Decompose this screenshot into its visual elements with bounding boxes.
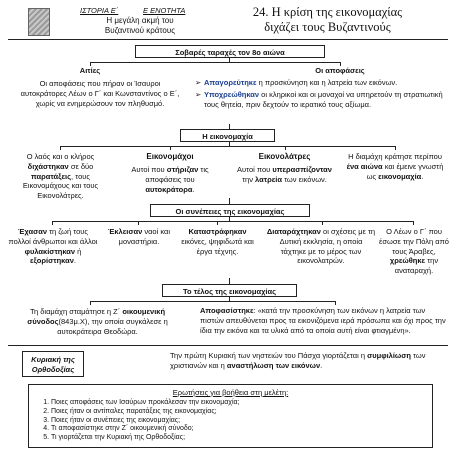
connector	[413, 221, 414, 225]
end-council	[15, 307, 180, 336]
iconoclasm-col-iconoclasts	[120, 152, 220, 195]
causes-text: Οι αποφάσεις που πήραν οι Ίσαυροι αυτοκράτορες Λέων ο Γ΄ και Κωνσταντίνος ο Ε΄, χωρίς να ενημερώσουν τον πληθυσμό.	[20, 79, 180, 108]
effect-1-bold: Απαγορεύτηκε	[204, 78, 257, 87]
text: και έμεινε γνωστή ως	[366, 161, 444, 181]
text: Ο Λέων ο Γ΄ που έσωσε την Πόλη από τους Άραβες,	[379, 227, 449, 256]
section-title-end	[162, 284, 297, 297]
text-bold: φυλακίστηκαν	[24, 246, 76, 256]
end-decision	[200, 306, 448, 335]
text: σε δύο	[68, 161, 94, 171]
consequence-closures	[106, 227, 172, 247]
study-questions-title: Ερωτήσεις για βοήθεια στη μελέτη:	[172, 388, 289, 397]
text: Αυτοί που	[131, 165, 167, 175]
section-title-iconoclasm-text: Η εικονομαχία	[202, 132, 253, 141]
study-question-item: 5. Τι γιορτάζεται την Κυριακή της Ορθοδοξίας;	[51, 434, 426, 443]
text: οι σχέσεις με τη Δυτική εκκλησία, η οποία τάχτηκε με το μέρος των εικονολατρών.	[279, 227, 376, 266]
section-title-end-text: Το τέλος της εικονομαχίας	[183, 287, 276, 296]
text: : «κατά την προσκύνηση των εικόνων η λατρεία των πιστών απευθύνεται προς τα εικονιζόμενα ιερά πρόσωπα και όχι προς την ίδια την εικόνα και τα υλικά από τα οποία αυτή είναι φτιαγμένη».	[200, 306, 446, 335]
text: .	[73, 256, 76, 266]
connector	[138, 221, 139, 225]
study-questions-box	[28, 384, 433, 448]
text: .	[192, 184, 195, 194]
effect-2-bold: Υποχρεώθηκαν	[204, 89, 260, 99]
section-title-iconoclasm	[180, 129, 275, 142]
text-bold: Καταστράφηκαν	[188, 227, 247, 236]
book-cover-thumbnail	[28, 8, 50, 36]
effect-2-text: οι κληρικοί και οι μοναχοί να υπηρετούν τη στρατιωτική τους θητεία, πριν δεχτούν το ιερατικό τους αξίωμα.	[204, 89, 443, 109]
section-title-consequences-text: Οι συνέπειες της εικονομαχίας	[175, 207, 285, 216]
text-bold: παρατάξεις	[31, 171, 72, 181]
text: .	[421, 171, 424, 181]
text: των εικόνων.	[281, 175, 327, 185]
text: Τη διαμάχη σταμάτησε η Ζ΄	[29, 307, 123, 316]
text-bold: Αποφασίστηκε	[200, 306, 254, 315]
connector	[60, 146, 395, 147]
text: εικόνες, ψηφιδωτά και έργα τέχνης.	[181, 236, 254, 256]
text: των χριστιανών και η	[170, 351, 426, 370]
text: την αναταραχή.	[394, 256, 439, 275]
text-bold: λατρεία	[255, 175, 282, 185]
orthodoxy-sunday-box	[22, 351, 84, 377]
text-bold: διχάστηκαν	[27, 161, 69, 171]
text: , τους Εικονομάχους και τους Εικονολάτρες.	[22, 171, 99, 200]
text-bold: ένα αιώνα	[346, 161, 383, 171]
section-title-consequences	[150, 204, 310, 217]
consequence-deaths	[8, 227, 98, 266]
text-bold: εξορίστηκαν	[30, 256, 74, 266]
connector	[52, 221, 53, 225]
text: την	[242, 175, 256, 185]
connector	[285, 146, 286, 150]
text: Αυτοί που	[237, 165, 273, 175]
effects-label: Οι αποφάσεις	[315, 66, 365, 75]
text-bold: εικονομαχία	[378, 171, 422, 181]
study-questions-list	[35, 399, 426, 443]
causes-label: Αιτίες	[79, 66, 101, 75]
text: ή	[75, 246, 82, 256]
text: τις αποφάσεις του	[145, 165, 209, 185]
section-title-unrest	[135, 45, 325, 58]
orthodoxy-text	[170, 351, 445, 371]
text-bold: στήριζαν	[166, 165, 199, 175]
effect-item	[195, 90, 445, 110]
iconoclasm-col-iconodules	[232, 152, 337, 185]
unit-subtitle-2: Βυζαντινού κράτους	[104, 26, 176, 35]
iconodules-heading: Εικονολάτρες	[258, 152, 311, 161]
connector	[60, 146, 61, 150]
text: ναοί και μοναστήρια.	[118, 227, 171, 246]
iconoclasts-heading: Εικονομάχοι	[146, 152, 194, 161]
orthodoxy-label-1: Κυριακή της	[31, 355, 75, 364]
study-question-item: 2. Ποιες ήταν οι αντίπαλες παρατάξεις της εικονομαχίας;	[51, 408, 426, 417]
consequence-destruction	[175, 227, 260, 256]
section-title-unrest-text: Σοβαρές ταραχές τον 8ο αιώνα	[175, 48, 285, 57]
text: Ο λαός και ο κλήρος	[26, 152, 95, 161]
text-bold: αναστήλωση των εικόνων	[226, 360, 321, 370]
consequence-west-relations	[266, 227, 376, 266]
text-bold: συμφιλίωση	[367, 351, 411, 360]
connector	[217, 221, 218, 225]
section-divider	[8, 345, 448, 346]
text-bold: Έκλεισαν	[107, 227, 143, 236]
text-bold: υπερασπίζονταν	[272, 165, 332, 175]
text: (843μ.Χ), την οποία συγκάλεσε η αυτοκράτειρα Θεοδώρα.	[57, 316, 168, 336]
text: .	[320, 360, 323, 370]
connector	[52, 221, 414, 222]
study-question-item: 3. Ποιες ήταν οι συνέπειες της εικονομαχίας;	[51, 417, 426, 426]
bullet-icon: ➢	[195, 78, 202, 87]
connector	[90, 62, 340, 63]
text: Την πρώτη Κυριακή των νηστειών του Πάσχα γιορτάζεται η	[170, 351, 368, 360]
header-divider	[8, 39, 448, 40]
text-bold: οικουμενική σύνοδος	[27, 307, 166, 326]
iconoclasm-col-duration	[345, 152, 445, 181]
connector	[395, 146, 396, 150]
effect-item	[195, 78, 445, 88]
text-bold: αυτοκράτορα	[145, 184, 193, 194]
connector	[335, 301, 336, 305]
connector	[90, 301, 91, 305]
consequence-leo	[378, 227, 450, 276]
study-question-item: 4. Τι αποφασίστηκε στην Ζ΄ οικουμενική σύνοδο;	[51, 425, 426, 434]
study-question-item: 1. Ποιες αποφάσεις των Ισαύρων προκάλεσαν την εικονομαχία;	[51, 399, 426, 408]
connector	[90, 301, 335, 302]
course-label: ΙΣΤΟΡΙΑ Ε΄	[80, 6, 119, 15]
unit-subtitle-1: Η μεγάλη ακμή του	[106, 16, 174, 25]
connector	[170, 146, 171, 150]
bullet-icon: ➢	[195, 89, 202, 99]
orthodoxy-label-2: Ορθοδοξίας	[31, 365, 75, 375]
effects-list	[195, 78, 445, 109]
text-bold: Έχασαν	[18, 227, 47, 236]
lesson-title-line-1: 24. Η κρίση της εικονομαχίας	[252, 5, 403, 19]
text-bold: Διαταράχτηκαν	[266, 227, 321, 236]
lesson-title-line-2: διχάζει τους Βυζαντινούς	[264, 20, 391, 34]
text-bold: χρεώθηκε	[389, 256, 426, 266]
unit-label: Ε ΕΝΟΤΗΤΑ	[143, 6, 186, 15]
connector	[322, 221, 323, 225]
effect-1-text: η προσκύνηση και η λατρεία των εικόνων.	[256, 78, 398, 87]
text: Η διαμάχη κράτησε περίπου	[348, 152, 442, 161]
text: τη ζωή τους πολλοί άνθρωποι και άλλοι	[8, 227, 98, 246]
iconoclasm-col-division	[8, 152, 113, 201]
